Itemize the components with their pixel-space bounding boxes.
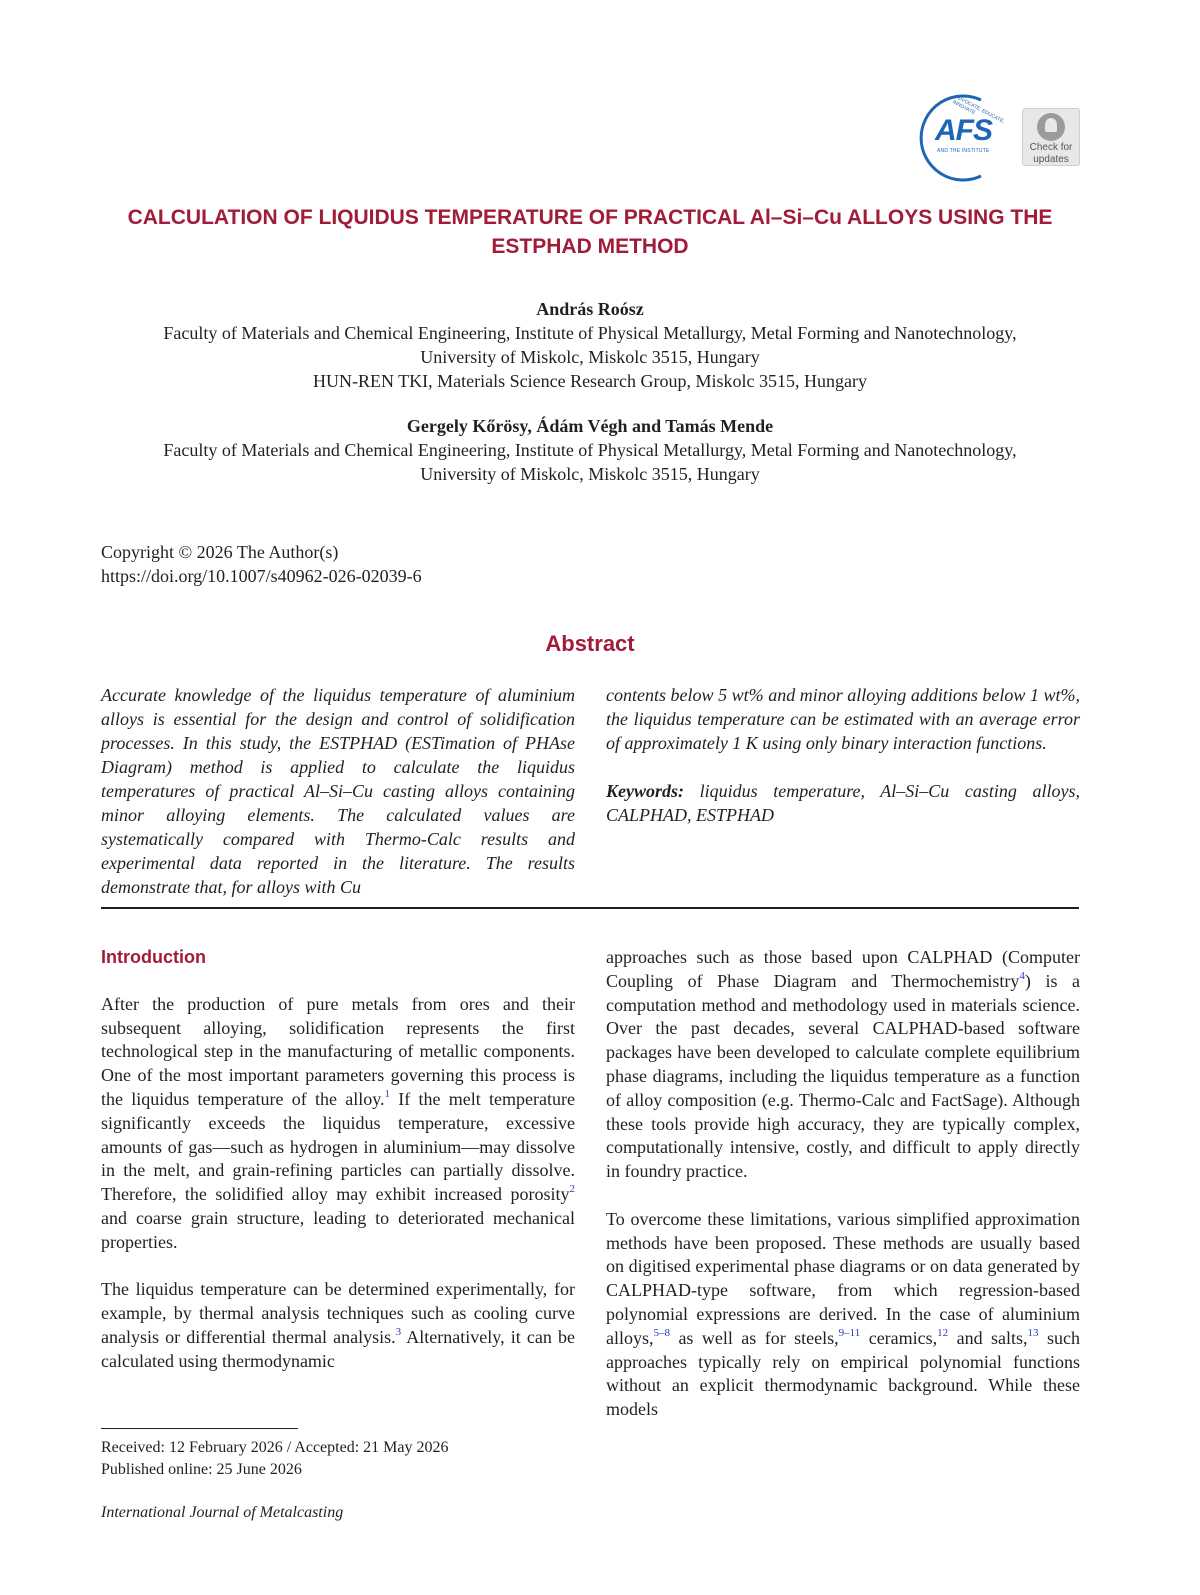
paper-title: CALCULATION OF LIQUIDUS TEMPERATURE OF PRACTICAL Al–Si–Cu ALLOYS USING THE ESTPHAD METHOD bbox=[127, 206, 1053, 258]
author-block-2 bbox=[100, 414, 1080, 486]
footnote bbox=[101, 1437, 448, 1481]
text: Alternatively, it can be calculated using thermodynamic bbox=[101, 1326, 575, 1371]
keywords-list: liquidus temperature, Al–Si–Cu casting alloys, CALPHAD, ESTPHAD bbox=[606, 781, 1080, 825]
body-column-left bbox=[101, 946, 575, 1397]
keywords-label: Keywords: bbox=[606, 781, 684, 801]
text: approaches such as those based upon CALPHAD (Computer Coupling of Phase Diagram and Thermochemistry bbox=[606, 947, 1080, 991]
citation-link[interactable]: 5–8 bbox=[653, 1326, 670, 1339]
citation-link[interactable]: 13 bbox=[1027, 1326, 1039, 1339]
citation-link[interactable]: 3 bbox=[395, 1325, 402, 1338]
author-name: András Roósz bbox=[536, 299, 644, 319]
abstract-divider bbox=[101, 907, 1079, 909]
paragraph bbox=[606, 1208, 1080, 1422]
text: as well as for steels, bbox=[670, 1327, 839, 1348]
published-date: Published online: 25 June 2026 bbox=[101, 1461, 302, 1478]
text: The liquidus temperature can be determined experimentally, for example, by thermal analysis techniques such as cooling curve analysis or differential thermal analysis. bbox=[101, 1279, 575, 1347]
text: After the production of pure metals from ores and their subsequent alloying, solidification represents the first technological step in the manufacturing of metallic components. One of the most important parameters governing this process is the liquidus temperature of the alloy. bbox=[101, 993, 575, 1109]
bookmark-icon bbox=[1037, 113, 1065, 141]
afs-subtitle: AND THE INSTITUTE bbox=[937, 148, 990, 154]
abstract-column-right bbox=[606, 683, 1080, 827]
paragraph bbox=[101, 993, 575, 1255]
paragraph bbox=[606, 946, 1080, 1184]
affiliation-line: Faculty of Materials and Chemical Engineering, Institute of Physical Metallurgy, Metal Forming and Nanotechnology, bbox=[163, 323, 1017, 343]
body-column-right bbox=[606, 946, 1080, 1446]
text: and coarse grain structure, leading to deteriorated mechanical properties. bbox=[101, 1207, 575, 1252]
text: ceramics, bbox=[860, 1327, 938, 1348]
received-accepted-dates: Received: 12 February 2026 / Accepted: 21 May 2026 bbox=[101, 1439, 449, 1456]
afs-tagline: ADVOCATE, EDUCATE, INNOVATE bbox=[951, 94, 1006, 126]
abstract-text-left: Accurate knowledge of the liquidus temperature of aluminium alloys is essential for the design and control of solidification processes. In this study, the ESTPHAD (ESTimation of PHAse Diagram) method is applied to calculate the liquidus temperatures of practical Al–Si–Cu casting alloys containing minor alloying elements. The calculated values are systematically compared with Thermo-Calc results and experimental data reported in the literature. The results demonstrate that, for alloys with Cu bbox=[101, 685, 575, 897]
citation-link[interactable]: 2 bbox=[569, 1183, 575, 1196]
copyright-line: Copyright © 2026 The Author(s) bbox=[101, 542, 339, 562]
header-logos bbox=[919, 94, 1080, 182]
abstract-text-right: contents below 5 wt% and minor alloying additions below 1 wt%, the liquidus temperature can be estimated with an average error of approximately 1 K using only binary interaction functions. bbox=[606, 685, 1080, 753]
journal-name: International Journal of Metalcasting bbox=[101, 1504, 344, 1521]
afs-logo[interactable] bbox=[919, 94, 1014, 182]
author-names: Gergely Kőrösy, Ádám Végh and Tamás Mende bbox=[406, 416, 774, 436]
keywords bbox=[606, 779, 1080, 827]
text: To overcome these limitations, various simplified approximation methods have been proposed. These methods are usually based on digitised experimental phase diagrams or on data generated by CALPHAD-type software, from which regression-based polynomial expressions are derived. In the case of aluminium alloys, bbox=[606, 1208, 1080, 1348]
doi-link[interactable]: https://doi.org/10.1007/s40962-026-02039-6 bbox=[101, 566, 422, 586]
text: such approaches typically rely on empirical polynomial functions without an explicit thermodynamic background. While these models bbox=[606, 1327, 1080, 1420]
abstract-heading: Abstract bbox=[545, 631, 635, 656]
affiliation-line: University of Miskolc, Miskolc 3515, Hungary bbox=[420, 464, 760, 484]
text: and salts, bbox=[948, 1327, 1028, 1348]
text: If the melt temperature significantly exceeds the liquidus temperature, excessive amounts of gas—such as hydrogen in aluminium—may dissolve in the melt, and grain-refining particles can partially dissolve. Therefore, the solidified alloy may exhibit increased porosity bbox=[101, 1088, 575, 1205]
check-updates-line2: updates bbox=[1033, 154, 1069, 165]
affiliation-line: Faculty of Materials and Chemical Engineering, Institute of Physical Metallurgy, Metal Forming and Nanotechnology, bbox=[163, 440, 1017, 460]
citation-link[interactable]: 1 bbox=[384, 1087, 391, 1100]
affiliation-line: University of Miskolc, Miskolc 3515, Hungary bbox=[420, 347, 760, 367]
citation-link[interactable]: 9–11 bbox=[838, 1326, 861, 1339]
author-block-1 bbox=[100, 297, 1080, 393]
check-for-updates-badge[interactable] bbox=[1022, 108, 1080, 166]
citation-link[interactable]: 4 bbox=[1019, 969, 1025, 982]
section-heading-introduction: Introduction bbox=[101, 947, 206, 967]
check-updates-line1: Check for bbox=[1029, 142, 1073, 153]
afs-wordmark: AFS bbox=[935, 114, 992, 147]
footnote-divider bbox=[101, 1428, 298, 1429]
paragraph bbox=[101, 1278, 575, 1373]
affiliation-line: HUN-REN TKI, Materials Science Research Group, Miskolc 3515, Hungary bbox=[312, 371, 868, 391]
text: ) is a computation method and methodology used in materials science. Over the past decades, several CALPHAD-based software packages have been developed to calculate complete equilibrium phase diagrams, including the liquidus temperature as a function of alloy composition (e.g. Thermo-Calc and FactSage). Although these tools provide high accuracy, they are typically complex, computationally intensive, costly, and difficult to apply directly in foundry practice. bbox=[606, 970, 1080, 1182]
article-meta bbox=[101, 540, 422, 588]
citation-link[interactable]: 12 bbox=[937, 1326, 949, 1339]
